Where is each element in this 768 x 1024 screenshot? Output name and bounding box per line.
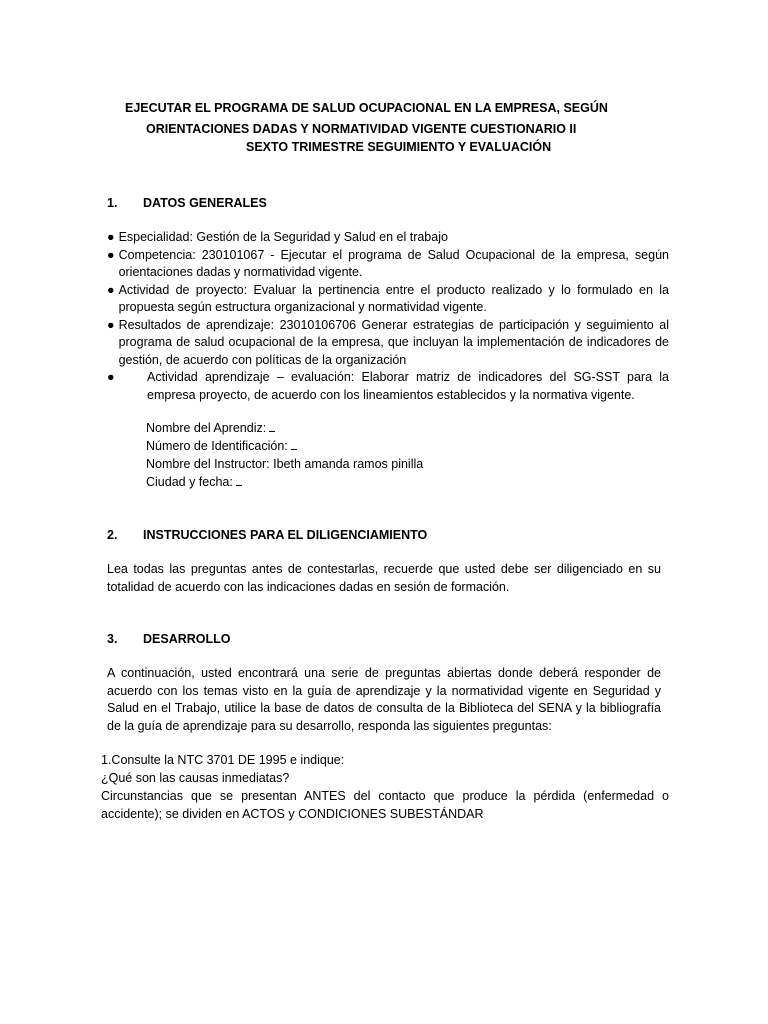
- field-aprendiz-label: Nombre del Aprendiz:: [146, 421, 267, 435]
- title-line-3: SEXTO TRIMESTRE SEGUIMIENTO Y EVALUACIÓN: [246, 140, 552, 154]
- list-item-text: Resultados de aprendizaje: 23010106706 Generar estrategias de participación y seguimiento al programa de salud ocupacional de la empresa, que incluyan la implementación de indicadores de gestión, de acuerdo con políticas de la organización: [118, 317, 669, 367]
- answer-1a: Circunstancias que se presentan ANTES del contacto que produce la pérdida (enfermedad o accidente); se dividen en ACTOS y CONDICIONES SUBESTÁNDAR: [101, 789, 669, 821]
- section-1-number: 1.: [107, 196, 118, 210]
- list-item-text: Actividad de proyecto: Evaluar la pertinencia entre el producto realizado y lo formulado en la propuesta según estructura organizacional y normatividad vigente.: [118, 282, 669, 314]
- bullet-icon: ●: [107, 282, 115, 297]
- field-ciudad-fecha-blank[interactable]: [236, 473, 242, 486]
- bullet-icon: ●: [107, 317, 115, 332]
- section-2-heading: [107, 526, 427, 544]
- section-2-title: INSTRUCCIONES PARA EL DILIGENCIAMIENTO: [143, 528, 428, 542]
- list-item: [107, 317, 669, 370]
- field-aprendiz: [146, 419, 423, 437]
- section-1-heading: [107, 194, 267, 212]
- field-aprendiz-blank[interactable]: [269, 419, 275, 432]
- bullet-icon: ●: [107, 370, 115, 384]
- list-item-text: Actividad aprendizaje – evaluación: Elaborar matriz de indicadores del SG-SST para la empresa proyecto, de acuerdo con los lineamientos establecidos y la normativa vigente.: [147, 370, 669, 402]
- section-2-number: 2.: [107, 528, 118, 542]
- list-item: [107, 229, 669, 247]
- list-item: [107, 247, 669, 282]
- list-item-text: Competencia: 230101067 - Ejecutar el programa de Salud Ocupacional de la empresa, según orientaciones dadas y normatividad vigente.: [118, 247, 669, 279]
- bullet-icon: ●: [107, 247, 115, 262]
- title-line-2: ORIENTACIONES DADAS Y NORMATIVIDAD VIGENTE CUESTIONARIO II: [146, 122, 577, 136]
- field-identificacion-blank[interactable]: [291, 437, 297, 450]
- section-3-heading: [107, 630, 231, 648]
- question-answer-block: [101, 751, 669, 823]
- list-item: [107, 369, 669, 404]
- list-item-text: Especialidad: Gestión de la Seguridad y Salud en el trabajo: [118, 230, 448, 244]
- section-1-title: DATOS GENERALES: [143, 196, 267, 210]
- field-ciudad-fecha-label: Ciudad y fecha:: [146, 475, 233, 489]
- field-identificacion: [146, 437, 423, 455]
- title-line-1: EJECUTAR EL PROGRAMA DE SALUD OCUPACIONAL EN LA EMPRESA, SEGÚN: [125, 101, 608, 115]
- instructions-text: Lea todas las preguntas antes de contestarlas, recuerde que usted debe ser diligenciado en su totalidad de acuerdo con las indicaciones dadas en sesión de formación.: [107, 562, 661, 594]
- question-1: 1.Consulte la NTC 3701 DE 1995 e indique:: [101, 753, 345, 767]
- field-instructor: [146, 455, 423, 473]
- general-data-list: [107, 229, 669, 404]
- field-identificacion-label: Número de Identificación:: [146, 439, 288, 453]
- field-instructor-label: Nombre del Instructor: Ibeth amanda ramos pinilla: [146, 457, 424, 471]
- section-3-title: DESARROLLO: [143, 632, 231, 646]
- bullet-icon: ●: [107, 230, 115, 244]
- development-text: A continuación, usted encontrará una serie de preguntas abiertas donde deberá responder de acuerdo con los temas visto en la guía de aprendizaje y la normatividad vigente en Seguridad y Salud en el Trabajo, utilice la base de datos de consulta de la Biblioteca del SENA y la bibliografía de la guía de aprendizaje para su desarrollo, responda las siguientes preguntas:: [107, 666, 661, 733]
- section-3-number: 3.: [107, 632, 118, 646]
- field-ciudad-fecha: [146, 473, 423, 491]
- learner-fields: [146, 419, 423, 491]
- question-1a: ¿Qué son las causas inmediatas?: [101, 771, 290, 785]
- list-item: [107, 282, 669, 317]
